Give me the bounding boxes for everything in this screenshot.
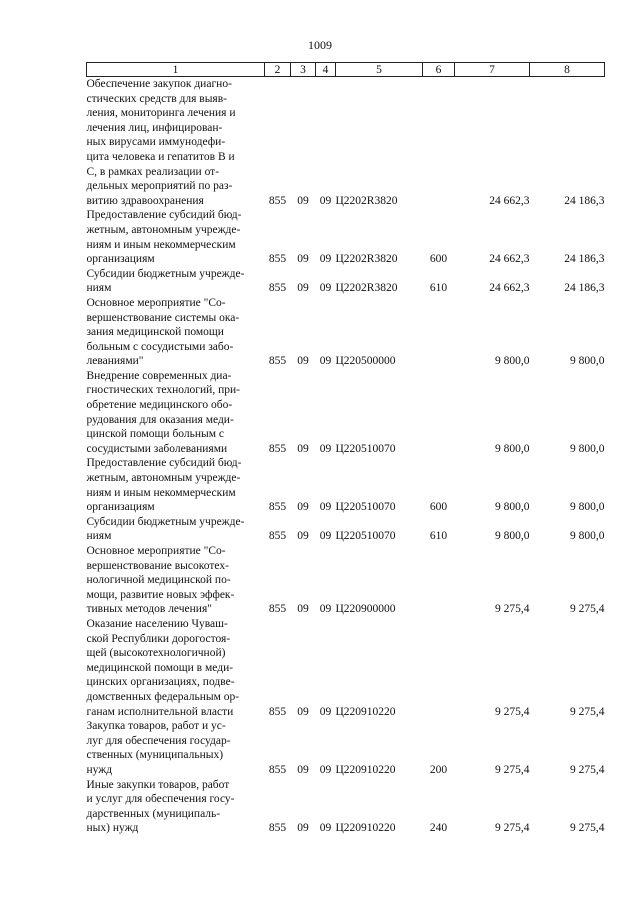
section-code: 09 <box>297 763 309 776</box>
row-description <box>87 77 265 209</box>
subsection-code: 09 <box>319 282 332 295</box>
amount-year-2: 9 275,4 <box>570 603 605 616</box>
ministry-code: 855 <box>268 705 287 718</box>
subsection-code: 09 <box>319 501 332 514</box>
target-article-code: Ц2202R3820 <box>335 194 398 207</box>
description-line: организациям <box>86 253 155 266</box>
description-line: стических средств для выяв- <box>86 92 227 105</box>
description-line: Иные закупки товаров, работ <box>86 778 230 791</box>
column-header: 8 <box>530 63 605 77</box>
row-description <box>87 544 265 617</box>
description-line: щей (высокотехнологичной) <box>86 647 226 660</box>
table-row <box>87 778 605 836</box>
amount-year-1: 24 662,3 <box>489 253 530 266</box>
description-line: цинской помощи больным с <box>86 428 225 441</box>
ministry-code: 855 <box>268 763 287 776</box>
section-code: 09 <box>297 253 309 266</box>
expense-type-code <box>423 544 455 617</box>
amount-year-2: 9 275,4 <box>570 705 605 718</box>
table-row <box>87 617 605 719</box>
row-description <box>87 778 265 836</box>
column-header: 6 <box>423 63 455 77</box>
description-line: ных вирусами иммунодефи- <box>86 136 226 149</box>
subsection-code: 09 <box>319 763 332 776</box>
expense-type-code: 200 <box>429 763 448 776</box>
section-code: 09 <box>297 282 309 295</box>
amount-year-2: 24 186,3 <box>564 253 605 266</box>
section-code: 09 <box>297 530 309 543</box>
description-line: нологичной медицинской по- <box>86 574 231 587</box>
amount-year-2: 9 800,0 <box>570 355 605 368</box>
amount-year-1: 9 275,4 <box>495 763 530 776</box>
ministry-code: 855 <box>268 603 287 616</box>
expense-type-code: 600 <box>429 501 448 514</box>
target-article-code: Ц220510070 <box>335 501 396 514</box>
description-line: ных) нужд <box>86 822 139 835</box>
subsection-code: 09 <box>319 603 332 616</box>
description-line: вершенствование системы ока- <box>86 311 240 324</box>
description-line: Предоставление субсидий бюд- <box>86 457 242 470</box>
subsection-code: 09 <box>319 253 332 266</box>
expense-type-code: 240 <box>429 822 448 835</box>
ministry-code: 855 <box>268 442 287 455</box>
expense-type-code: 600 <box>429 253 448 266</box>
description-line: тивных методов лечения" <box>86 603 212 616</box>
row-description <box>87 296 265 369</box>
column-header: 5 <box>336 63 423 77</box>
description-line: сосудистыми заболеваниями <box>86 442 228 455</box>
description-line: ганам исполнительной власти <box>86 705 234 718</box>
description-line: гностических технологий, при- <box>86 384 240 397</box>
amount-year-1: 24 662,3 <box>489 194 530 207</box>
column-header: 2 <box>265 63 291 77</box>
target-article-code: Ц220900000 <box>335 603 396 616</box>
page-number: 1009 <box>308 38 332 52</box>
description-line: и услуг для обеспечения госу- <box>86 793 235 806</box>
subsection-code: 09 <box>319 822 332 835</box>
amount-year-2: 9 800,0 <box>570 442 605 455</box>
column-header: 7 <box>455 63 530 77</box>
amount-year-1: 9 800,0 <box>495 530 530 543</box>
section-code: 09 <box>297 822 309 835</box>
description-line: Основное мероприятие "Со- <box>86 545 226 557</box>
expense-type-code: 610 <box>429 530 448 543</box>
table-body <box>87 77 605 836</box>
expense-type-code <box>423 369 455 457</box>
table-header-row <box>87 63 605 77</box>
section-code: 09 <box>297 442 309 455</box>
row-description <box>87 515 265 544</box>
amount-year-1: 9 275,4 <box>495 603 530 616</box>
ministry-code: 855 <box>268 822 287 835</box>
description-line: медицинской помощи в меди- <box>86 661 234 674</box>
table-row <box>87 719 605 777</box>
description-line: дельных мероприятий по раз- <box>86 180 233 193</box>
amount-year-2: 9 800,0 <box>570 530 605 543</box>
description-line: Субсидии бюджетным учрежде- <box>86 515 245 528</box>
expense-type-code: 610 <box>429 282 448 295</box>
row-description <box>87 267 265 296</box>
subsection-code: 09 <box>319 705 332 718</box>
expense-type-code <box>423 296 455 369</box>
amount-year-2: 9 275,4 <box>570 763 605 776</box>
ministry-code: 855 <box>268 253 287 266</box>
description-line: Субсидии бюджетным учрежде- <box>86 267 245 280</box>
description-line: ниям и иным некоммерческим <box>86 238 236 251</box>
description-line: цита человека и гепатитов В и <box>86 150 235 163</box>
description-line: Оказание населению Чуваш- <box>86 617 228 630</box>
target-article-code: Ц220500000 <box>335 355 396 368</box>
column-header: 1 <box>87 63 265 77</box>
table-row <box>87 456 605 514</box>
ministry-code: 855 <box>268 282 287 295</box>
description-line: леваниями" <box>86 355 144 368</box>
amount-year-1: 9 275,4 <box>495 705 530 718</box>
ministry-code: 855 <box>268 530 287 543</box>
description-line: дарственных (муниципаль- <box>86 807 221 820</box>
target-article-code: Ц2202R3820 <box>335 282 398 295</box>
description-line: нужд <box>86 763 113 776</box>
ministry-code: 855 <box>268 355 287 368</box>
subsection-code: 09 <box>319 442 332 455</box>
description-line: рудования для оказания меди- <box>86 413 234 426</box>
row-description <box>87 456 265 514</box>
table-row <box>87 267 605 296</box>
target-article-code: Ц2202R3820 <box>335 253 398 266</box>
description-line: Закупка товаров, работ и ус- <box>86 720 226 733</box>
column-header: 3 <box>291 63 316 77</box>
target-article-code: Ц220910220 <box>335 763 396 776</box>
row-description <box>87 617 265 719</box>
ministry-code: 855 <box>268 194 287 207</box>
subsection-code: 09 <box>319 194 332 207</box>
description-line: ниям <box>86 282 112 295</box>
subsection-code: 09 <box>319 355 332 368</box>
description-line: витию здравоохранения <box>86 194 204 207</box>
section-code: 09 <box>297 603 309 616</box>
amount-year-1: 9 800,0 <box>495 442 530 455</box>
budget-table <box>86 62 605 836</box>
row-description <box>87 719 265 777</box>
table-row <box>87 544 605 617</box>
row-description <box>87 208 265 266</box>
target-article-code: Ц220910220 <box>335 822 396 835</box>
amount-year-1: 24 662,3 <box>489 282 530 295</box>
expense-type-code <box>423 77 455 209</box>
description-line: ственных (муниципальных) <box>86 749 224 762</box>
amount-year-1: 9 800,0 <box>495 355 530 368</box>
section-code: 09 <box>297 194 309 207</box>
description-line: Основное мероприятие "Со- <box>86 296 226 309</box>
target-article-code: Ц220910220 <box>335 705 396 718</box>
description-line: ской Республики дорогостоя- <box>86 632 231 645</box>
table-row <box>87 369 605 457</box>
description-line: обретение медицинского обо- <box>86 399 233 412</box>
subsection-code: 09 <box>319 530 332 543</box>
description-line: домственных федеральным ор- <box>86 690 240 703</box>
amount-year-2: 24 186,3 <box>564 194 605 207</box>
column-header: 4 <box>316 63 336 77</box>
ministry-code: 855 <box>268 501 287 514</box>
description-line: жетным, автономным учрежде- <box>86 472 241 485</box>
description-line: организациям <box>86 501 155 514</box>
description-line: С, в рамках реализации от- <box>86 165 220 178</box>
expense-type-code <box>423 617 455 719</box>
description-line: луг для обеспечения государ- <box>86 734 231 747</box>
table-row <box>87 515 605 544</box>
amount-year-1: 9 800,0 <box>495 501 530 514</box>
description-line: ления, мониторинга лечения и <box>86 107 236 120</box>
description-line: лечения лиц, инфицирован- <box>86 121 223 134</box>
description-line: ниям и иным некоммерческим <box>86 486 236 499</box>
amount-year-1: 9 275,4 <box>495 822 530 835</box>
amount-year-2: 9 800,0 <box>570 501 605 514</box>
description-line: ниям <box>86 530 112 543</box>
amount-year-2: 24 186,3 <box>564 282 605 295</box>
description-line: Предоставление субсидий бюд- <box>86 209 242 222</box>
table-row <box>87 296 605 369</box>
amount-year-2: 9 275,4 <box>570 822 605 835</box>
description-line: вершенствование высокотех- <box>86 559 229 572</box>
target-article-code: Ц220510070 <box>335 530 396 543</box>
description-line: цинских организациях, подве- <box>86 676 235 689</box>
description-line: Обеспечение закупок диагно- <box>86 78 232 90</box>
target-article-code: Ц220510070 <box>335 442 396 455</box>
section-code: 09 <box>297 501 309 514</box>
section-code: 09 <box>297 355 309 368</box>
description-line: больным с сосудистыми забо- <box>86 340 234 353</box>
table-row <box>87 77 605 209</box>
description-line: Внедрение современных диа- <box>86 369 232 382</box>
description-line: зания медицинской помощи <box>86 326 224 339</box>
description-line: мощи, развитие новых эффек- <box>86 588 235 601</box>
description-line: жетным, автономным учрежде- <box>86 223 241 236</box>
table-row <box>87 208 605 266</box>
row-description <box>87 369 265 457</box>
section-code: 09 <box>297 705 309 718</box>
